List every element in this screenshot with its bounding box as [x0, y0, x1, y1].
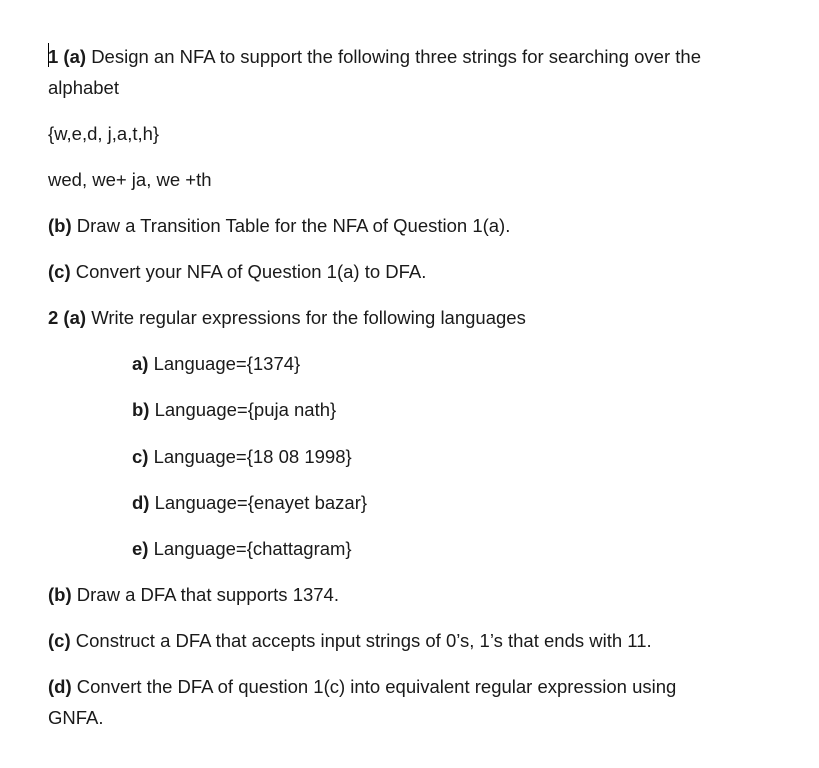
q2a-text: Write regular expressions for the following languages: [91, 307, 526, 328]
language-label: a): [132, 353, 149, 374]
language-text: Language={puja nath}: [154, 399, 337, 420]
q2d-text-cont: GNFA.: [48, 707, 104, 728]
language-item: [132, 399, 336, 421]
q2d-line: [48, 676, 676, 698]
q1b-label: (b): [48, 215, 72, 236]
language-item: [132, 492, 367, 514]
q2a-line: [48, 307, 526, 329]
q2b-label: (b): [48, 584, 72, 605]
q1a-text-cont: alphabet: [48, 77, 119, 98]
q1c-line: [48, 261, 426, 283]
language-item: [132, 446, 352, 468]
q2b-text: Draw a DFA that supports 1374.: [76, 584, 339, 605]
q1c-label: (c): [48, 261, 71, 282]
q2d-label: (d): [48, 676, 72, 697]
language-text: Language={enayet bazar}: [154, 492, 368, 513]
language-text: Language={18 08 1998}: [153, 446, 352, 467]
language-label: d): [132, 492, 150, 513]
q1b-text: Draw a Transition Table for the NFA of Question 1(a).: [76, 215, 511, 236]
q1a-label: 1 (a): [48, 46, 87, 67]
language-label: b): [132, 399, 150, 420]
q1-alphabet: [48, 123, 159, 145]
language-item: [132, 353, 300, 375]
q1b-line: [48, 215, 510, 237]
language-label: c): [132, 446, 149, 467]
alphabet-text: {w,e,d, j,a,t,h}: [48, 123, 160, 144]
q2d-text: Convert the DFA of question 1(c) into equivalent regular expression using: [76, 676, 677, 697]
language-text: Language={chattagram}: [153, 538, 352, 559]
q1a-text: Design an NFA to support the following three strings for searching over the: [91, 46, 701, 67]
q2c-text: Construct a DFA that accepts input strings of 0’s, 1’s that ends with 11.: [75, 630, 652, 651]
language-label: e): [132, 538, 149, 559]
q1-strings: [48, 169, 212, 191]
q2a-label: 2 (a): [48, 307, 87, 328]
strings-text: wed, we+ ja, we +th: [48, 169, 212, 190]
language-item: [132, 538, 352, 560]
q1a-line-cont: [48, 77, 119, 99]
q1a-line: [48, 46, 701, 68]
q2d-line-cont: [48, 707, 104, 729]
language-text: Language={1374}: [153, 353, 301, 374]
q2b-line: [48, 584, 339, 606]
q1c-text: Convert your NFA of Question 1(a) to DFA.: [75, 261, 427, 282]
q2c-line: [48, 630, 652, 652]
q2c-label: (c): [48, 630, 71, 651]
